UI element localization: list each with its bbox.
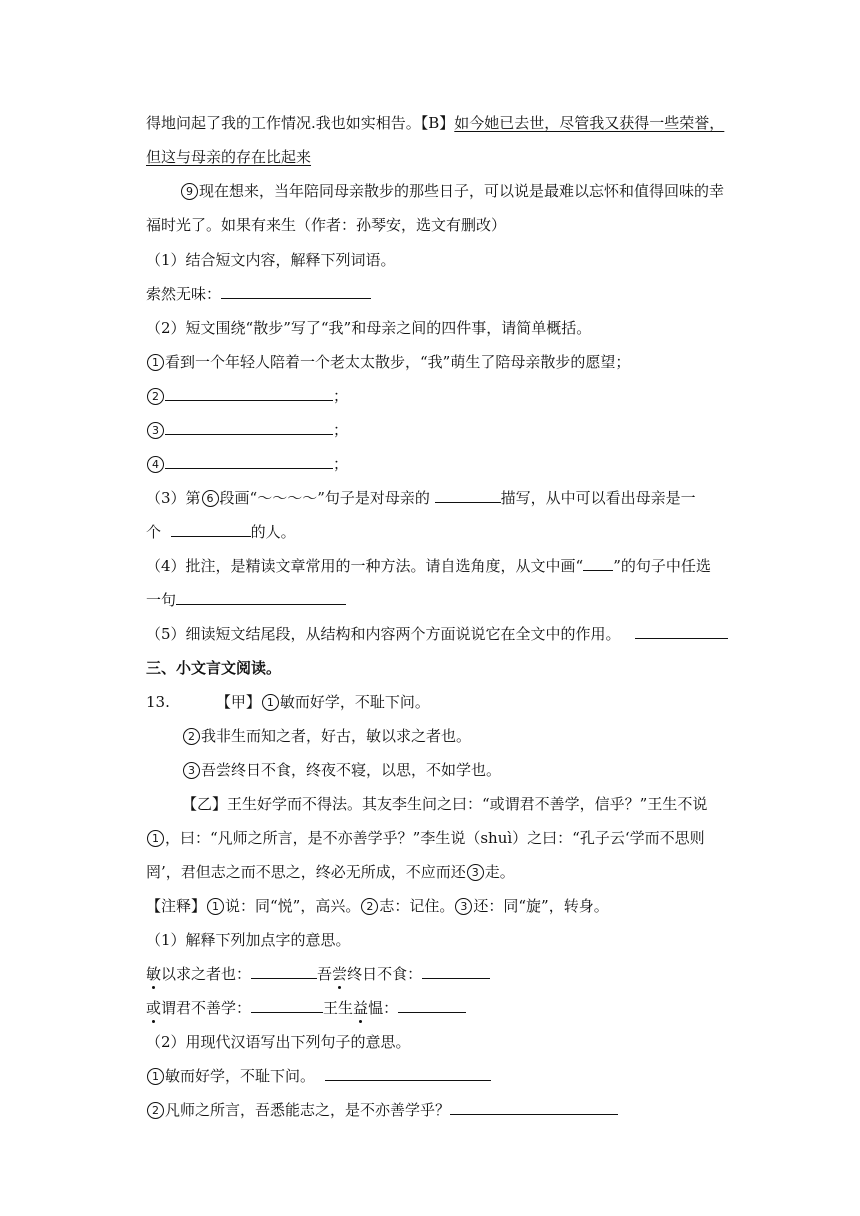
question-2: （2）短文围绕“散步”写了“我”和母亲之间的四件事，请简单概括。	[146, 319, 592, 337]
question-2-item-4	[146, 454, 348, 474]
annotation-notes	[146, 896, 609, 916]
answer-blank[interactable]	[450, 1100, 618, 1115]
answer-blank[interactable]	[165, 386, 333, 401]
text: ；	[333, 455, 349, 473]
text: 愠：	[368, 999, 399, 1017]
question-3	[146, 488, 696, 508]
text: 吾	[317, 965, 333, 983]
circled-number: 2	[361, 898, 378, 915]
text: 志：记住。	[379, 897, 455, 915]
yi-line-2	[146, 828, 705, 848]
answer-blank[interactable]	[165, 420, 333, 435]
answer-blank[interactable]	[251, 964, 317, 979]
underlined-sentence-b-cont: 但这与母亲的存在比起来	[146, 148, 312, 166]
term-label: 索然无味：	[146, 285, 222, 303]
text: 我非生而知之者，好古，敏以求之者也。	[201, 727, 472, 745]
circled-number: 2	[147, 1102, 164, 1119]
text: 【注释】	[146, 897, 207, 915]
answer-blank[interactable]	[165, 454, 333, 469]
text: ”的句子中任选	[613, 557, 711, 575]
wenyan-q1-row-2	[146, 998, 466, 1018]
circled-number: 3	[147, 422, 164, 439]
answer-blank[interactable]	[171, 522, 251, 537]
text: 看到一个年轻人陪着一个老太太散步，“我”萌生了陪母亲散步的愿望；	[165, 353, 631, 371]
section-3-heading: 三、小文言文阅读。	[146, 659, 282, 677]
text: 福时光了。如果有来生（作者：孙琴安，选文有删改）	[146, 216, 507, 234]
yi-line-3	[146, 862, 515, 882]
question-2-item-3	[146, 420, 348, 440]
question-3-line2	[146, 522, 296, 542]
question-1-term	[146, 284, 371, 304]
circled-number: 3	[455, 898, 472, 915]
wenyan-question-2: （2）用现代汉语写出下列句子的意思。	[146, 1033, 411, 1051]
wenyan-q1-row-1	[146, 964, 490, 984]
text: ；	[333, 387, 349, 405]
answer-blank[interactable]	[635, 624, 728, 639]
circled-number: 9	[181, 183, 198, 200]
question-13-jia-1	[146, 692, 430, 712]
text: 敏而好学，不耻下问。	[279, 693, 430, 711]
dotted-char: 或	[146, 999, 162, 1017]
question-4-line2	[146, 590, 346, 610]
wenyan-question-1: （1）解释下列加点字的意思。	[146, 931, 351, 949]
circled-number: 3	[183, 762, 200, 779]
answer-blank[interactable]	[176, 590, 346, 605]
question-5	[146, 624, 728, 644]
text: 描写，从中可以看出母亲是一	[500, 489, 696, 507]
circled-number: 1	[147, 830, 164, 847]
text: 还：同“旋”，转身。	[473, 897, 609, 915]
answer-blank[interactable]	[398, 998, 466, 1013]
paragraph-9-line2	[146, 215, 506, 235]
underlined-sentence-b: 如今她已去世，尽管我又获得一些荣誉，	[454, 114, 725, 132]
circled-number: 4	[147, 456, 164, 473]
circled-number: 3	[467, 864, 484, 881]
text: ；	[333, 421, 349, 439]
dotted-char: 益	[353, 999, 369, 1017]
text: 的人。	[250, 523, 296, 541]
text: 现在想来，当年陪同母亲散步的那些日子，可以说是最难以忘怀和值得回味的幸	[199, 182, 725, 200]
question-1: （1）结合短文内容，解释下列词语。	[146, 251, 396, 269]
text: ，曰：“凡师之所言，是不亦善学乎？”李生说（shuì）之曰：“孔子云‘学而不思则	[165, 829, 705, 847]
text: 罔’，君但志之而不思之，终必无所成，不应而还	[146, 863, 466, 881]
text: （3）第	[146, 489, 201, 507]
text: 说：同“悦”，高兴。	[225, 897, 361, 915]
text: 谓君不善学：	[161, 999, 252, 1017]
circled-number: 2	[183, 728, 200, 745]
dotted-char: 敏	[146, 965, 162, 983]
circled-number: 1	[262, 694, 279, 711]
wenyan-q2-line-2	[146, 1100, 618, 1120]
answer-blank[interactable]	[422, 964, 490, 979]
text: 个	[146, 523, 162, 541]
circled-number: 6	[202, 490, 219, 507]
answer-blank[interactable]	[251, 998, 323, 1013]
text: 得地问起了我的工作情况.我也如实相告。【B】	[146, 114, 455, 132]
jia-line-2	[182, 726, 471, 746]
question-2-item-1	[146, 352, 630, 372]
text: 一句	[146, 591, 177, 609]
yi-line-1: 【乙】王生好学而不得法。其友李生问之曰：“或谓君不善学，信乎？”王生不说	[182, 795, 708, 813]
question-number: 13.	[146, 693, 170, 711]
text: 终日不食：	[347, 965, 423, 983]
paragraph-8-tail	[146, 113, 724, 133]
jia-line-3	[182, 760, 501, 780]
answer-blank[interactable]	[221, 284, 371, 299]
text: （5）细读短文结尾段，从结构和内容两个方面说说它在全文中的作用。	[146, 625, 621, 643]
text: 走。	[484, 863, 515, 881]
answer-blank[interactable]	[435, 488, 501, 503]
question-2-item-2	[146, 386, 348, 406]
underline-mark	[583, 556, 613, 571]
paragraph-9	[180, 181, 724, 201]
circled-number: 2	[147, 388, 164, 405]
dotted-char: 尝	[332, 965, 348, 983]
wenyan-q2-line-1	[146, 1066, 491, 1086]
paragraph-8-tail-2	[146, 147, 311, 167]
text: 吾尝终日不食，终夜不寝，以思，不如学也。	[201, 761, 502, 779]
answer-blank[interactable]	[325, 1066, 491, 1081]
text: 段画“～～～～”句子是对母亲的	[219, 489, 430, 507]
circled-number: 1	[207, 898, 224, 915]
text: 敏而好学，不耻下问。	[165, 1067, 316, 1085]
text: （4）批注，是精读文章常用的一种方法。请自选角度，从文中画“	[146, 557, 584, 575]
circled-number: 1	[147, 1068, 164, 1085]
question-4	[146, 556, 711, 576]
text: 王生	[323, 999, 354, 1017]
text: 以求之者也：	[161, 965, 252, 983]
label-jia: 【甲】	[215, 693, 261, 711]
circled-number: 1	[147, 354, 164, 371]
text: 凡师之所言，吾悉能志之，是不亦善学乎？	[165, 1101, 451, 1119]
